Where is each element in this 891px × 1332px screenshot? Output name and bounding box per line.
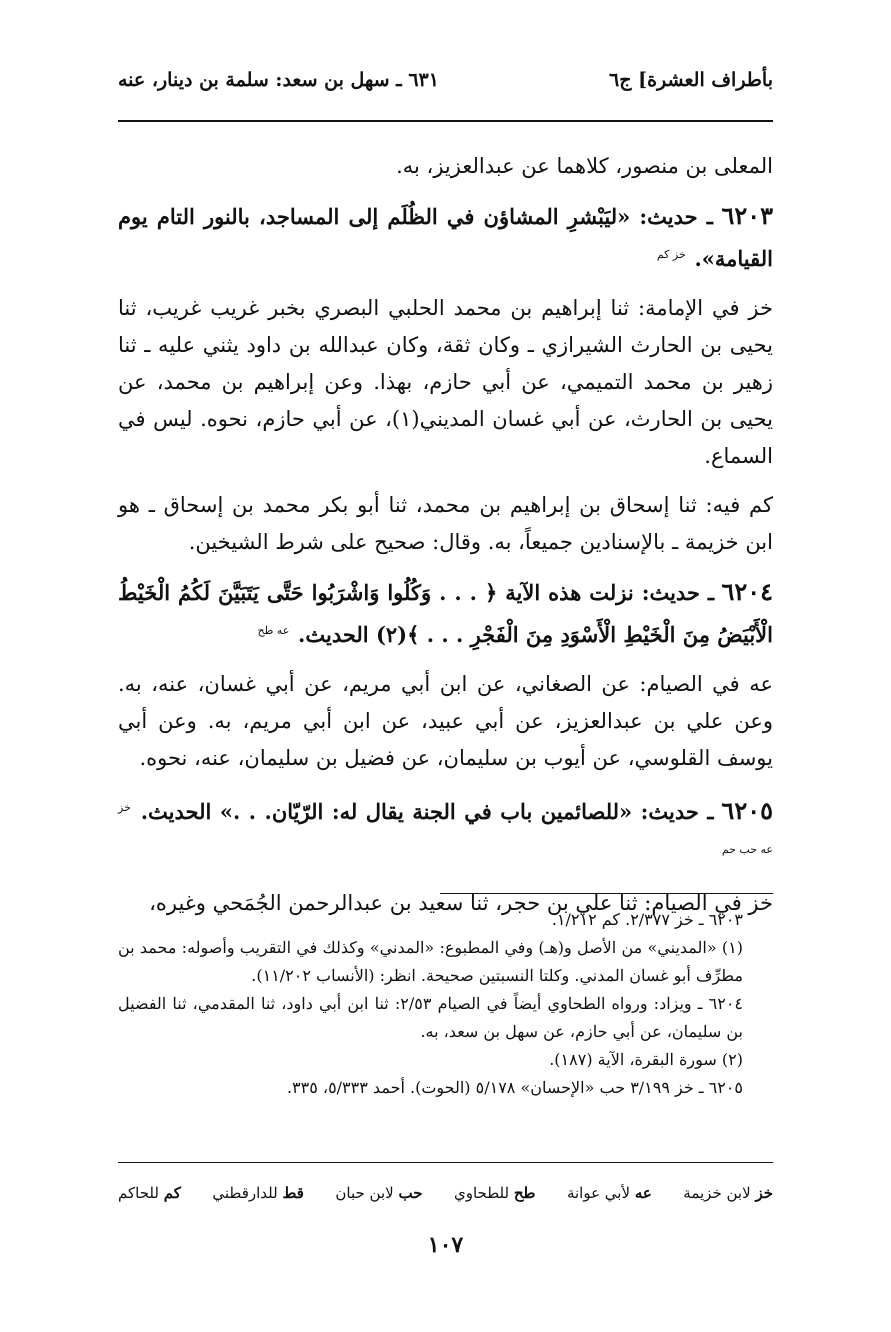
hadith-6205 (118, 789, 773, 873)
hadith-title: ـ حديث: «ليَبْشرِ المشاؤن في الظُلَم إلى المساجد، بالنور التام يوم القيامة». (118, 204, 773, 271)
legend-code: قط (282, 1184, 304, 1202)
legend-item (335, 1184, 422, 1202)
legend-item (118, 1184, 181, 1202)
hadith-sources: خز كم (656, 248, 686, 261)
hadith-sources: عه طح (257, 624, 290, 637)
hadith-sources: خز عه حب حم (118, 801, 773, 856)
footnote: ٦٢٠٤ ـ ويزاد: ورواه الطحاوي أيضاً في الصيام ٢/٥٣: ثنا ابن أبي داود، ثنا المقدمي، ثنا الفضيل بن سليمان، عن أبي حازم، عن سهل بن سعد، به. (118, 994, 744, 1041)
hadith-number: ٦٢٠٤ (721, 577, 773, 606)
footnotes (118, 906, 773, 1102)
legend-label: للدارقطني (212, 1184, 278, 1202)
footnote: (٢) سورة البقرة، الآية (١٨٧). (549, 1050, 743, 1069)
header-right: بأطراف العشرة] ج٦ (609, 69, 773, 91)
legend-label: للطحاوي (453, 1184, 510, 1202)
legend-label: لابن حبان (335, 1184, 394, 1202)
hadith-6204 (118, 573, 773, 654)
legend-code: حب (398, 1184, 423, 1202)
legend-code: كم (163, 1184, 181, 1202)
abbreviation-legend (118, 1178, 773, 1208)
running-header (118, 60, 773, 100)
paragraph: خز في الصيام: ثنا علي بن حجر، ثنا سعيد بن عبدالرحمن الجُمَحي وغيره، (149, 891, 773, 915)
footnote-rule (440, 893, 773, 894)
hadith-title: ـ حديث: نزلت هذه الآية ﴿ . . . وَكُلُوا وَاشْرَبُوا حَتَّى يَتَبَيَّنَ لَكُمُ الْخَيْطُ الْأَبْيَضُ مِنَ الْخَيْطِ الْأَسْوَدِ مِنَ الْفَجْرِ . . . ﴾(٢) الحديث. (118, 580, 773, 647)
legend-item (683, 1184, 773, 1202)
legend-item (212, 1184, 304, 1202)
hadith-number: ٦٢٠٣ (721, 201, 773, 230)
legend-label: للحاكم (118, 1184, 159, 1202)
legend-code: خز (755, 1184, 773, 1202)
paragraph: المعلى بن منصور، كلاهما عن عبدالعزيز، به. (396, 154, 773, 178)
legend-code: طح (513, 1184, 536, 1202)
legend-rule (118, 1162, 773, 1163)
legend-label: لابن خزيمة (683, 1184, 751, 1202)
page-number: ١٠٧ (427, 1232, 464, 1258)
legend-item (567, 1184, 652, 1202)
footnote: ٦٢٠٣ ـ خز ٢/٣٧٧. كم ١/٢١٢. (551, 910, 743, 929)
legend-item (454, 1184, 535, 1202)
paragraph: عه في الصيام: عن الصغاني، عن ابن أبي مريم، عن أبي غسان، عنه، به. وعن علي بن عبدالعزيز، عن أبي عبيد، عن ابن أبي مريم، به. وعن أبي يوسف القلوسي، عن أيوب بن سليمان، عن فضيل بن سليمان، عنه، نحوه. (118, 672, 773, 770)
main-text (118, 148, 773, 934)
hadith-number: ٦٢٠٥ (721, 796, 773, 825)
hadith-title: ـ حديث: «للصائمين باب في الجنة يقال له: الرّيّان. . .» الحديث. (140, 799, 714, 824)
header-left: ٦٣١ ـ سهل بن سعد: سلمة بن دينار، عنه (118, 69, 439, 91)
footnote: (١) «المديني» من الأصل و(هـ) وفي المطبوع: «المدني» وكذلك في التقريب وأصوله: محمد بن مطرِّف أبو غسان المدني. وكلتا النسبتين صحيحة. انظر: (الأنساب ١١/٢٠٢). (118, 938, 743, 985)
footnote: ٦٢٠٥ ـ خز ٣/١٩٩ حب «الإحسان» ٥/١٧٨ (الحوت). أحمد ٥/٣٣٣، ٣٣٥. (286, 1078, 743, 1097)
legend-code: عه (634, 1184, 652, 1202)
hadith-6203 (118, 197, 773, 278)
legend-label: لأبي عوانة (566, 1184, 631, 1202)
header-rule (118, 120, 773, 122)
paragraph: كم فيه: ثنا إسحاق بن إبراهيم بن محمد، ثنا أبو بكر محمد بن إسحاق ـ هو ابن خزيمة ـ بالإسنادين جميعاً، به. وقال: صحيح على شرط الشيخين. (118, 493, 773, 554)
paragraph: خز في الإمامة: ثنا إبراهيم بن محمد الحلبي البصري بخبر غريب غريب، ثنا يحيى بن الحارث الشيرازي ـ وكان ثقة، وكان عبدالله بن داود يثني عليه ـ ثنا زهير بن محمد التميمي، عن أبي حازم، بهذا. وعن إبراهيم بن محمد، عن يحيى بن الحارث، عن أبي غسان المديني(١)، عن أبي حازم، نحوه. ليس في السماع. (118, 296, 773, 468)
